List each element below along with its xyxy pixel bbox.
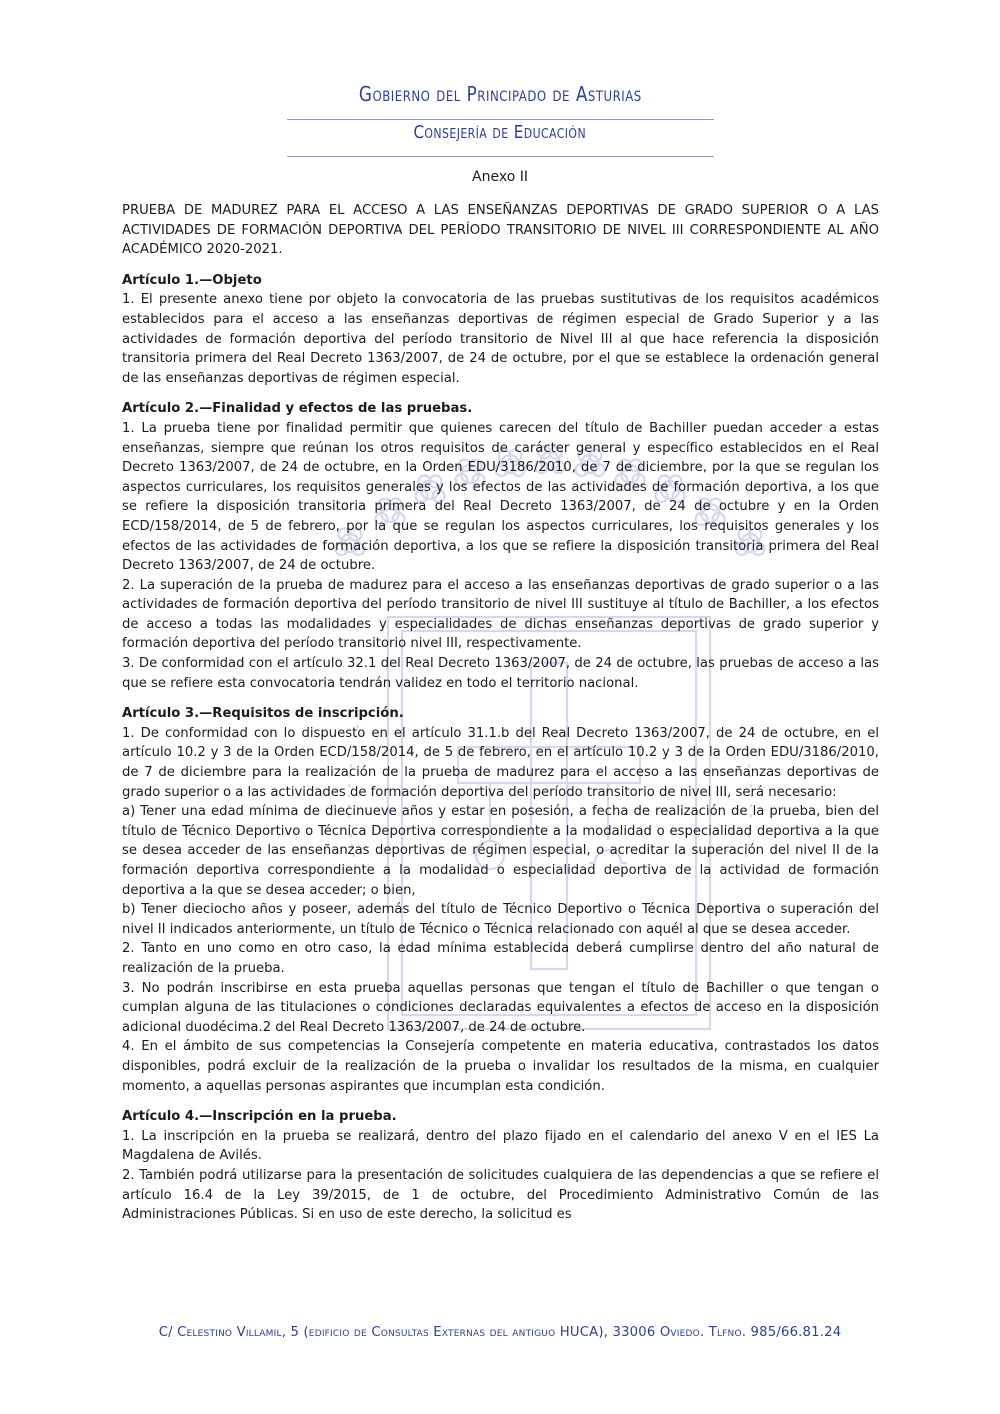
article-4-heading: Artículo 4.—Inscripción en la prueba. (122, 1109, 397, 1125)
paragraph: 1. La prueba tiene por finalidad permitir que quienes carecen del título de Bachiller puedan acceder a estas enseñanzas, siempre que reúnan los otros requisitos de carácter general y específico establecidos en el Real Decreto 1363/2007, de 24 de octubre, en la Orden EDU/3186/2010, de 7 de diciembre, por la que se regulan los aspectos curriculares, los requisitos generales y los efectos de las actividades de formación deportiva, a los que se refiere la disposición transitoria primera del Real Decreto 1363/2007, de 24 de octubre y en la Orden ECD/158/2014, de 5 de febrero, por la que se regulan los aspectos curriculares, los requisitos generales y los efectos de las actividades de formación deportiva, a los que se refiere la disposición transitoria primera del Real Decreto 1363/2007, de 24 de octubre. (122, 420, 879, 574)
paragraph: a) Tener una edad mínima de diecinueve años y estar en posesión, a fecha de realización de la prueba, bien del título de Técnico Deportivo o Técnica Deportiva correspondiente a la modalidad o especialidad deportiva a la que se desea acceder de las enseñanzas deportivas de régimen especial, o acreditar la superación del nivel II de la formación deportiva correspondiente a la modalidad o especialidad deportiva de la actividad de formación deportiva a la que se desea acceder; o bien, (122, 804, 879, 898)
paragraph: 2. También podrá utilizarse para la presentación de solicitudes cualquiera de las dependencias a que se refiere el artículo 16.4 de la Ley 39/2015, de 1 de octubre, del Procedimiento Administrativo Común de las Administraciones Públicas. Si en uso de este derecho, la solicitud es (122, 1167, 879, 1223)
article-3-heading: Artículo 3.—Requisitos de inscripción. (122, 706, 404, 722)
letterhead-department: Consejería de Educación (413, 122, 587, 143)
document-body (122, 201, 879, 1225)
article-1-heading: Artículo 1.—Objeto (122, 272, 262, 288)
article-2-heading: Artículo 2.—Finalidad y efectos de las pruebas. (122, 401, 473, 417)
footer-address: C/ Celestino Villamil, 5 (edificio de Consultas Externas del antiguo HUCA), 33006 Oviedo. Tlfno. 985/66.81.24 (158, 1325, 842, 1340)
paragraph: 3. De conformidad con el artículo 32.1 del Real Decreto 1363/2007, de 24 de octubre, las pruebas de acceso a las que se refiere esta convocatoria tendrán validez en todo el territorio nacional. (122, 656, 879, 691)
letterhead-divider-bottom (287, 156, 714, 157)
letterhead-divider-top (287, 119, 714, 120)
intro-paragraph: PRUEBA DE MADUREZ PARA EL ACCESO A LAS ENSEÑANZAS DEPORTIVAS DE GRADO SUPERIOR O A LAS ACTIVIDADES DE FORMACIÓN DEPORTIVA DEL PERÍODO TRANSITORIO DE NIVEL III CORRESPONDIENTE AL AÑO ACADÉMICO 2020-2021. (122, 203, 879, 258)
annex-title: Anexo II (472, 169, 528, 185)
paragraph: 1. La inscripción en la prueba se realizará, dentro del plazo fijado en el calendario del anexo V en el IES La Magdalena de Avilés. (122, 1128, 879, 1164)
paragraph: 2. La superación de la prueba de madurez para el acceso a las enseñanzas deportivas de grado superior o a las actividades de formación deportiva del período transitorio de nivel III sustituye al título de Bachiller, a los efectos de acceso a todas las modalidades y especialidades de dichas enseñanzas deportivas de grado superior y formación deportiva del período transitorio nivel III, respectivamente. (122, 577, 879, 652)
letterhead-government: Gobierno del Principado de Asturias (358, 82, 642, 106)
paragraph: 3. No podrán inscribirse en esta prueba aquellas personas que tengan el título de Bachiller o que tengan o cumplan alguna de las titulaciones o condiciones declaradas equivalentes a efectos de acceso en la disposición adicional duodécima.2 del Real Decreto 1363/2007, de 24 de octubre. (122, 980, 879, 1035)
paragraph: 4. En el ámbito de sus competencias la Consejería competente en materia educativa, contrastados los datos disponibles, podrá excluir de la realización de la prueba o invalidar los resultados de la misma, en cualquier momento, a aquellas personas aspirantes que incumplan esta condición. (122, 1039, 879, 1094)
paragraph: 1. El presente anexo tiene por objeto la convocatoria de las pruebas sustitutivas de los requisitos académicos establecidos para el acceso a las enseñanzas deportivas de régimen especial de Grado Superior y a las actividades de formación deportiva del período transitorio de Nivel III al que hace referencia la disposición transitoria primera del Real Decreto 1363/2007, de 24 de octubre, por el que se establece la ordenación general de las enseñanzas deportivas de régimen especial. (122, 292, 879, 386)
paragraph: 2. Tanto en uno como en otro caso, la edad mínima establecida deberá cumplirse dentro del año natural de realización de la prueba. (122, 941, 879, 976)
paragraph: 1. De conformidad con lo dispuesto en el artículo 31.1.b del Real Decreto 1363/2007, de 24 de octubre, en el artículo 10.2 y 3 de la Orden ECD/158/2014, de 5 de febrero, en el artículo 10.2 y 3 de la Orden EDU/3186/2010, de 7 de diciembre para la realización de la prueba de madurez para el acceso a las enseñanzas deportivas de grado superior o a las actividades de formación deportiva del período transitorio de nivel III, será necesario: (122, 725, 879, 800)
paragraph: b) Tener dieciocho años y poseer, además del título de Técnico Deportivo o Técnica Deportiva o superación del nivel II indicados anteriormente, un título de Técnico o Técnica relacionado con aquél al que se desea acceder. (122, 902, 879, 937)
